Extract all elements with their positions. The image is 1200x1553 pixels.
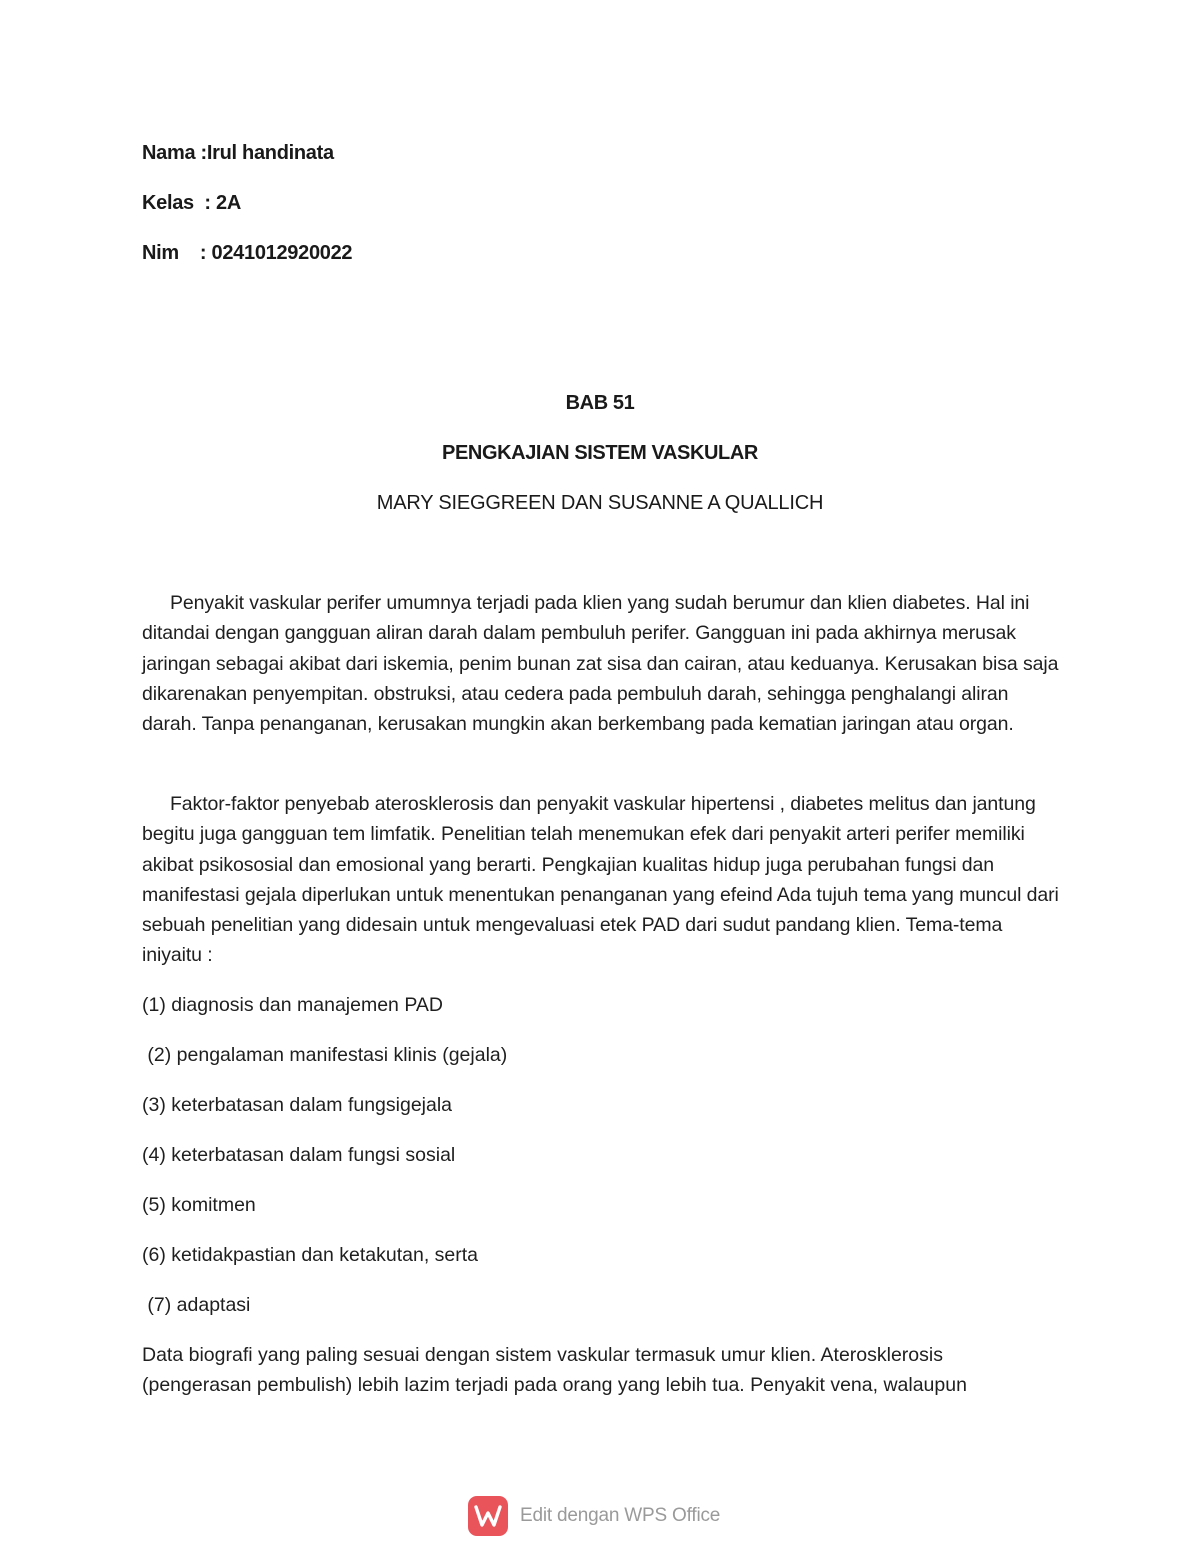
name-label: Nama : — [142, 142, 207, 164]
student-nim-line — [142, 242, 352, 265]
class-label: Kelas : — [142, 192, 216, 214]
class-value: 2A — [216, 192, 241, 214]
student-class-line — [142, 192, 241, 215]
paragraph-text: Faktor-faktor penyebab aterosklerosis dan penyakit vaskular hipertensi , diabetes melitus dan jantung begitu juga gangguan tem limfatik. Penelitian telah menemukan efek dari penyakit arteri perifer memiliki akibat psikososial dan emosional yang berarti. Pengkajian kualitas hidup juga perubahan fungsi dan manifestasi gejala diperlukan untuk menentukan penanganan yang efeind Ada tujuh tema yang muncul dari sebuah penelitian yang didesain untuk mengevaluasi etek PAD dari sudut pandang klien. Tema-tema iniyaitu : — [142, 793, 1059, 967]
chapter-authors: MARY SIEGGREEN DAN SUSANNE A QUALLICH — [376, 492, 824, 514]
list-item: (1) diagnosis dan manajemen PAD — [142, 994, 443, 1016]
closing-line: Data biografi yang paling sesuai dengan sistem vaskular termasuk umur klien. Aterosklerosis — [142, 1344, 943, 1366]
paragraph-text: Penyakit vaskular perifer umumnya terjadi pada klien yang sudah berumur dan klien diabetes. Hal ini ditandai dengan gangguan aliran darah dalam pembuluh perifer. Gangguan ini pada akhirnya merusak jaringan sebagai akibat dari iskemia, penim bunan zat sisa dan cairan, atau keduanya. Kerusakan bisa saja dikarenakan penyempitan. obstruksi, atau cedera pada pembuluh darah, sehingga penghalangi aliran darah. Tanpa penanganan, kerusakan mungkin akan berkembang pada kematian jaringan atau organ. — [142, 592, 1059, 736]
name-value: Irul handinata — [206, 142, 334, 164]
list-item: (3) keterbatasan dalam fungsigejala — [142, 1094, 453, 1116]
wps-edit-banner[interactable] — [468, 1494, 720, 1538]
nim-value: 0241012920022 — [211, 242, 353, 264]
wps-edit-label[interactable]: Edit dengan WPS Office — [520, 1505, 721, 1526]
chapter-title: BAB 51 — [565, 392, 635, 414]
chapter-heading: PENGKAJIAN SISTEM VASKULAR — [442, 442, 758, 464]
wps-logo-icon — [468, 1496, 508, 1536]
nim-label: Nim : — [142, 242, 212, 264]
list-item: (4) keterbatasan dalam fungsi sosial — [142, 1144, 456, 1166]
list-item: (6) ketidakpastian dan ketakutan, serta — [142, 1244, 479, 1266]
paragraph-1 — [142, 588, 1062, 739]
list-item: (5) komitmen — [142, 1194, 256, 1216]
paragraph-2 — [142, 789, 1062, 971]
closing-line: (pengerasan pembulish) lebih lazim terjadi pada orang yang lebih tua. Penyakit vena, walaupun — [142, 1374, 967, 1396]
list-item: (7) adaptasi — [142, 1294, 251, 1316]
list-item: (2) pengalaman manifestasi klinis (gejala) — [142, 1044, 508, 1066]
student-name-line — [142, 142, 334, 165]
